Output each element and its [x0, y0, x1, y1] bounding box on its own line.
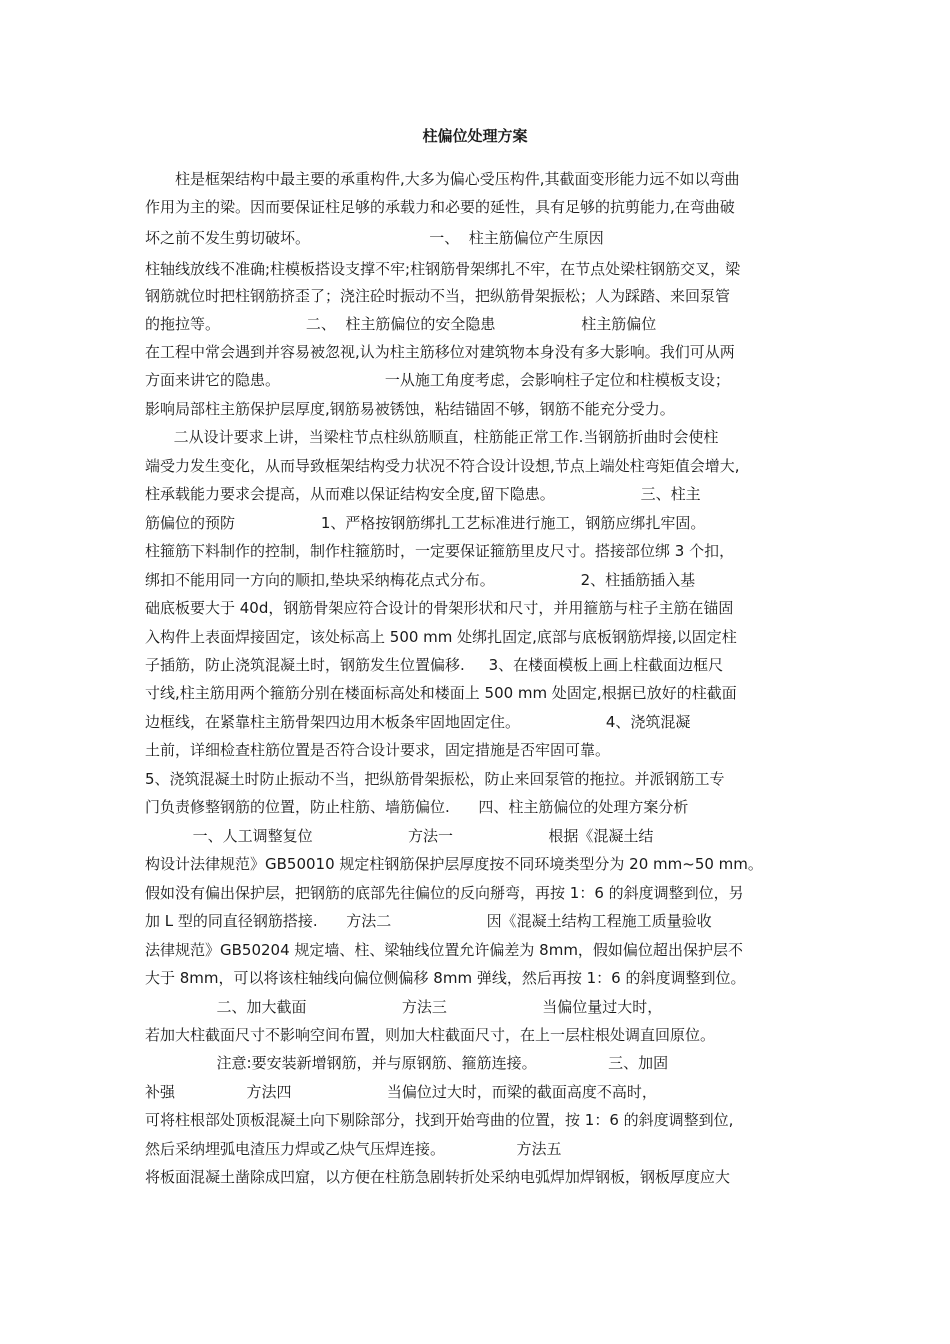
paragraph-line: 若加大柱截面尺寸不影响空间布置，则加大柱截面尺寸，在上一层柱根处调直回原位。 — [145, 1026, 716, 1044]
paragraph-line: 一、人工调整复位 方法一 根据《混凝土结 — [145, 827, 654, 845]
paragraph-line: 础底板要大于 40d，钢筋骨架应符合设计的骨架形状和尺寸，并用箍筋与柱子主筋在锚固 — [145, 599, 734, 617]
paragraph-line: 法律规范》GB50204 规定墙、柱、梁轴线位置允许偏差为 8mm，假如偏位超出保护层不 — [145, 941, 743, 959]
paragraph-line: 柱承载能力要求会提高，从而难以保证结构安全度,留下隐患。 三、柱主 — [145, 485, 701, 503]
paragraph-line: 边框线，在紧靠柱主筋骨架四边用木板条牢固地固定住。 4、浇筑混凝 — [145, 713, 691, 731]
paragraph-line: 方面来讲它的隐患。 一从施工角度考虑，会影响柱子定位和柱模板支设； — [145, 371, 730, 389]
paragraph-line: 坏之前不发生剪切破坏。 一、 柱主筋偏位产生原因 — [145, 229, 604, 247]
paragraph-line: 假如没有偏出保护层，把钢筋的底部先往偏位的反向掰弯，再按 1：6 的斜度调整到位，另 — [145, 884, 744, 902]
paragraph-line: 钢筋就位时把柱钢筋挤歪了；浇注砼时振动不当，把纵筋骨架振松；人为踩踏、来回泵管 — [145, 287, 731, 305]
paragraph-line: 柱箍筋下料制作的控制，制作柱箍筋时，一定要保证箍筋里皮尺寸。搭接部位绑 3 个扣， — [145, 542, 735, 560]
paragraph-line: 影响局部柱主筋保护层厚度,钢筋易被锈蚀，粘结锚固不够，钢筋不能充分受力。 — [145, 400, 675, 418]
paragraph-line: 寸线,柱主筋用两个箍筋分别在楼面标高处和楼面上 500 mm 处固定,根据已放好的柱截面 — [145, 684, 737, 702]
paragraph-line: 在工程中常会遇到并容易被忽视,认为柱主筋移位对建筑物本身没有多大影响。我们可从两 — [145, 343, 735, 361]
paragraph-line: 大于 8mm，可以将该柱轴线向偏位侧偏移 8mm 弹线，然后再按 1：6 的斜度调整到位。 — [145, 969, 746, 987]
paragraph-line: 端受力发生变化，从而导致框架结构受力状况不符合设计设想,节点上端处柱弯矩值会增大, — [145, 457, 740, 475]
paragraph-line: 柱是框架结构中最主要的承重构件,大多为偏心受压构件,其截面变形能力远不如以弯曲 — [175, 170, 740, 188]
paragraph-line: 二从设计要求上讲，当梁柱节点柱纵筋顺直，柱筋能正常工作.当钢筋折曲时会使柱 — [145, 428, 719, 446]
paragraph-line: 筋偏位的预防 1、严格按钢筋绑扎工艺标准进行施工，钢筋应绑扎牢固。 — [145, 514, 706, 532]
paragraph-line: 柱轴线放线不准确;柱模板搭设支撑不牢;柱钢筋骨架绑扎不牢，在节点处梁柱钢筋交叉，梁 — [145, 260, 741, 278]
paragraph-line: 子插筋，防止浇筑混凝土时，钢筋发生位置偏移. 3、在楼面模板上画上柱截面边框尺 — [145, 656, 724, 674]
paragraph-line: 5、浇筑混凝土时防止振动不当，把纵筋骨架振松，防止来回泵管的拖拉。并派钢筋工专 — [145, 770, 725, 788]
paragraph-line: 绑扣不能用同一方向的顺扣,垫块采纳梅花点式分布。 2、柱插筋插入基 — [145, 571, 696, 589]
paragraph-line: 然后采纳埋弧电渣压力焊或乙炔气压焊连接。 方法五 — [145, 1140, 562, 1158]
document-title: 柱偏位处理方案 — [422, 127, 528, 145]
paragraph-line: 构设计法律规范》GB50010 规定柱钢筋保护层厚度按不同环境类型分为 20 mm~50 mm。 — [145, 855, 763, 873]
paragraph-line: 二、加大截面 方法三 当偏位量过大时， — [145, 998, 663, 1016]
paragraph-line: 作用为主的梁。因而要保证柱足够的承载力和必要的延性，具有足够的抗剪能力,在弯曲破 — [145, 198, 735, 216]
paragraph-line: 将板面混凝土凿除成凹窟，以方便在柱筋急剧转折处采纳电弧焊加焊钢板，钢板厚度应大 — [145, 1168, 731, 1186]
paragraph-line: 土前，详细检查柱筋位置是否符合设计要求，固定措施是否牢固可靠。 — [145, 741, 611, 759]
paragraph-line: 加 L 型的同直径钢筋搭接. 方法二 因《混凝土结构工程施工质量验收 — [145, 912, 712, 930]
paragraph-line: 的拖拉等。 二、 柱主筋偏位的安全隐患 柱主筋偏位 — [145, 315, 657, 333]
paragraph-line: 入构件上表面焊接固定，该处标高上 500 mm 处绑扎固定,底部与底板钢筋焊接,以固定柱 — [145, 628, 737, 646]
paragraph-line: 可将柱根部处顶板混凝土向下剔除部分，找到开始弯曲的位置，按 1：6 的斜度调整到位, — [145, 1111, 734, 1129]
paragraph-line: 注意:要安装新增钢筋，并与原钢筋、箍筋连接。 三、加固 — [145, 1054, 669, 1072]
paragraph-line: 门负责修整钢筋的位置，防止柱筋、墙筋偏位. 四、柱主筋偏位的处理方案分析 — [145, 798, 689, 816]
paragraph-line: 补强 方法四 当偏位过大时，而梁的截面高度不高时， — [145, 1083, 657, 1101]
